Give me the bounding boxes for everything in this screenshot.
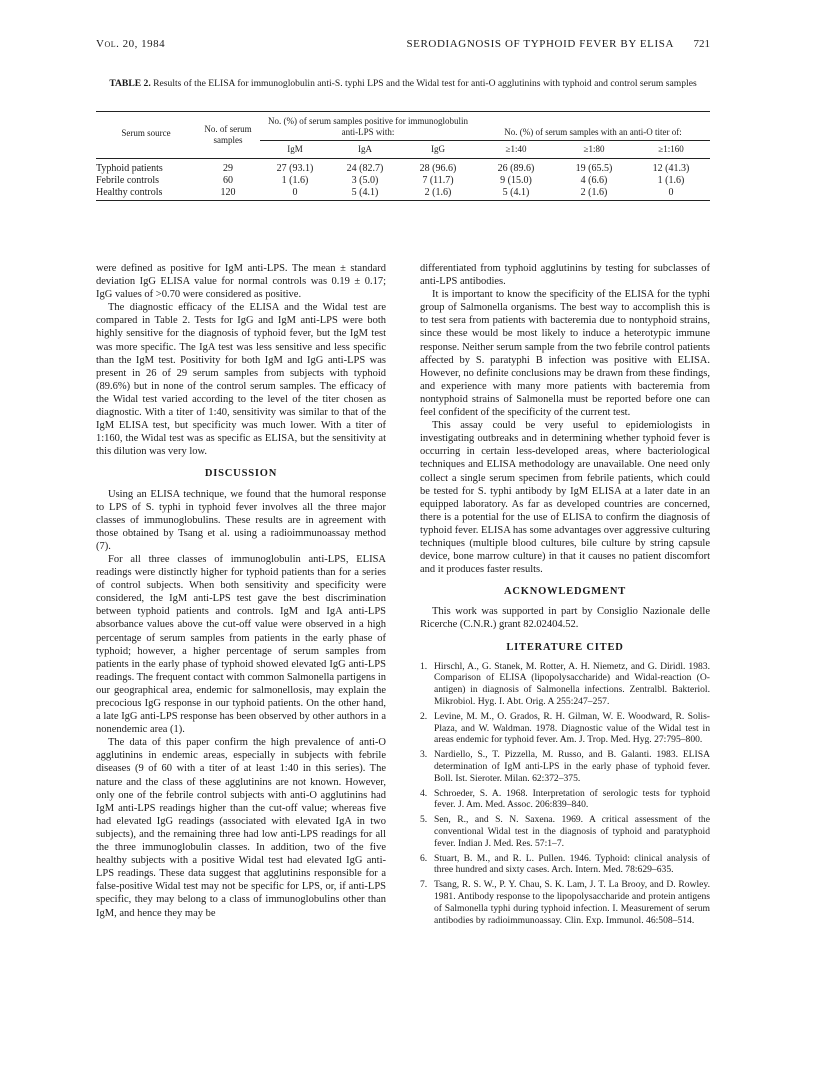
cell-iga: 24 (82.7) (346, 162, 384, 174)
reference-number: 3. (420, 749, 428, 761)
reference-item (420, 814, 710, 849)
results-table (96, 111, 710, 201)
cell-igg: 2 (1.6) (424, 186, 452, 198)
cell-titer-160: 1 (1.6) (657, 174, 685, 186)
paragraph: For all three classes of immunoglobulin anti-LPS, ELISA readings were distinctly higher for typhoid patients than for a series of control subjects. When both sensitivity and specificity were considered, the IgM anti-LPS test gave the best discrimination between typhoid patients and controls. IgM and IgA anti-LPS absorbance values above the cut-off value were observed in a high percentage of serum samples from patients in the early phase of typhoid; however, a higher percentage of serum samples from patients in the early phase of typhoid showed elevated IgG anti-LPS readings. The frequent contact with common Salmonella partigens in our geographical area, endemic for salmonellosis, may explain the precocious IgG response in our typhoid patients. On the other hand, a late IgG anti-LPS response has been observed by other authors in a nonendemic area (1). (96, 553, 386, 736)
paragraph: The diagnostic efficacy of the ELISA and the Widal test are compared in Table 2. Tests for IgG and IgM anti-LPS were both highly sensitive for the diagnosis of typhoid fever, but the IgM test was more specific. The IgA test was less sensitive and less specific than the IgM test. Positivity for both IgM and IgG anti-LPS was present in 26 of 29 serum samples from subjects with typhoid (89.6%) but in none of the control serum samples. The efficacy of the Widal test varied according to the level of the titer chosen as diagnostic. With a titer of 1:40, sensitivity was similar to that of the IgM ELISA test, but specificity was much lower. With a titer of 1:160, the Widal test was as specific as ELISA, but the sensitivity at this dilution was very low. (96, 302, 386, 458)
cell-titer-160: 12 (41.3) (652, 162, 690, 174)
paragraph: This assay could be very useful to epidemiologists in investigating outbreaks and in determining whether typhoid fever is occurring in certain less-developed areas, where bacteriological techniques and ELISA methodology are unavailable. One need only collect a single serum specimen from febrile patients, which could be tested for S. typhi antibody by IgM ELISA at a later date in an equipped laboratory. As far as developed countries are concerned, there is a potential for the use of ELISA to confirm the diagnosis of typhoid fever. ELISA has some advantages over aggressive culturing techniques (multiple blood cultures, bile culture by string capsule device, bone marrow culture) in that it causes no patient discomfort and it produces faster results. (420, 420, 710, 576)
reference-item (420, 853, 710, 877)
reference-text: Hirschl, A., G. Stanek, M. Rotter, A. H. Niemetz, and G. Diridl. 1983. Comparison of ELISA (lipopolysaccharide) and Widal-reaction (O-antigen) in diagnosis of Salmonella infections. Zentralbl. Bakteriol. Mikrobiol. Hyg. I. Abt. Orig. A 255:247–257. (434, 660, 710, 708)
header-titer-40: ≥1:40 (505, 144, 527, 154)
running-title: SERODIAGNOSIS OF TYPHOID FEVER BY ELISA (406, 38, 674, 50)
running-header (96, 38, 710, 54)
reference-number: 7. (420, 879, 428, 891)
paragraph: The data of this paper confirm the high prevalence of anti-O agglutinins in endemic areas, especially in subjects with febrile diseases (9 of 60 with a titer of at least 1:40 in this series). The nature and the class of these agglutinins are not known. However, only one of the febrile control subjects with anti-O agglutinins had IgM anti-LPS readings higher than the cut-off value; whereas five had elevated IgG readings (associated with elevated IgA in two subjects), and the remaining three had low anti-LPS readings for all the three immunoglobulin classes. In addition, two of the five healthy subjects with a positive Widal test had elevated IgG anti-LPS readings. These data suggest that agglutinins responsible for a false-positive Widal test may not be specific for LPS, or, if anti-LPS specific, they may belong to a class of immunoglobulins other than IgM, and hence they may be (96, 737, 386, 919)
cell-igg: 7 (11.7) (422, 174, 454, 186)
row-n: 120 (220, 186, 236, 198)
paragraph: It is important to know the specificity of the ELISA for the typhi group of Salmonella organisms. The best way to accomplish this is to test sera from patients with bacteremia due to nontyphoid strains, since these would be most likely to induce a heterotypic immune response. Neither serum sample from the two febrile control patients affected by S. paratyphi B infection was positive with ELISA. However, no definite conclusions may be drawn from these findings, and experience with many more patients with bacteremia from nontyphoid strains of Salmonella must be reported before one can feel confident of the specificity of the current test. (420, 289, 710, 419)
acknowledgment-heading: ACKNOWLEDGMENT (503, 586, 627, 598)
row-n: 60 (223, 174, 233, 186)
header-anti-lps-group: No. (%) of serum samples positive for immunoglobulin anti-LPS with: (260, 112, 476, 141)
paragraph: This work was supported in part by Consiglio Nazionale delle Ricerche (C.N.R.) grant 82.02404.52. (420, 606, 710, 631)
reference-item (420, 879, 710, 926)
reference-item (420, 661, 710, 708)
reference-text: Sen, R., and S. N. Saxena. 1969. A critical assessment of the conventional Widal test in the diagnosis of typhoid and paratyphoid fever. Indian J. Med. Res. 57:1–7. (434, 814, 710, 849)
discussion-heading: DISCUSSION (204, 468, 278, 480)
cell-igm: 1 (1.6) (281, 174, 309, 186)
paragraph: were defined as positive for IgM anti-LPS. The mean ± standard deviation IgG ELISA value for normal controls was 0.19 ± 0.17; IgG values of >0.70 were considered as positive. (96, 263, 386, 301)
reference-number: 5. (420, 814, 428, 826)
page-number: 721 (693, 38, 710, 50)
row-source: Typhoid patients (96, 162, 163, 174)
reference-text: Schroeder, S. A. 1968. Interpretation of serologic tests for typhoid fever. J. Am. Med. Assoc. 206:839–840. (434, 787, 710, 811)
table-row (96, 159, 710, 175)
cell-iga: 5 (4.1) (351, 186, 379, 198)
reference-list (420, 661, 710, 927)
reference-number: 2. (420, 710, 428, 722)
cell-igg: 28 (96.6) (419, 162, 457, 174)
right-column (420, 262, 710, 929)
cell-titer-40: 26 (89.6) (497, 162, 535, 174)
header-titer-160: ≥1:160 (658, 144, 684, 154)
reference-text: Nardiello, S., T. Pizzella, M. Russo, and B. Galanti. 1983. ELISA determination of IgM anti-LPS in the early phase of typhoid fever. Boll. Ist. Sieroter. Milan. 62:372–375. (434, 749, 710, 784)
cell-titer-40: 5 (4.1) (502, 186, 530, 198)
row-source: Healthy controls (96, 186, 163, 198)
cell-titer-80: 4 (6.6) (580, 174, 608, 186)
reference-text: Stuart, B. M., and R. L. Pullen. 1946. Typhoid: clinical analysis of three hundred and sixty cases. Arch. Intern. Med. 78:629–635. (434, 852, 710, 876)
cell-igm: 0 (292, 186, 298, 198)
row-n: 29 (223, 162, 233, 174)
left-column (96, 262, 386, 920)
reference-item (420, 749, 710, 784)
reference-text: Levine, M. M., O. Grados, R. H. Gilman, W. E. Woodward, R. Solis-Plaza, and W. Waldman. 1978. Diagnostic value of the Widal test in areas endemic for typhoid fever. Am. J. Trop. Med. Hyg. 27:795–800. (434, 710, 710, 746)
cell-titer-160: 0 (668, 186, 674, 198)
paragraph: differentiated from typhoid agglutinins by testing for subclasses of anti-LPS antibodies. (420, 263, 710, 288)
cell-titer-80: 19 (65.5) (575, 162, 613, 174)
cell-titer-80: 2 (1.6) (580, 186, 608, 198)
table-row (96, 174, 710, 186)
reference-item (420, 711, 710, 746)
reference-number: 4. (420, 787, 428, 799)
header-anti-o-group: No. (%) of serum samples with an anti-O titer of: (476, 112, 710, 141)
header-serum-source: Serum source (121, 127, 171, 138)
cell-igm: 27 (93.1) (276, 162, 314, 174)
cell-iga: 3 (5.0) (351, 174, 379, 186)
cell-titer-40: 9 (15.0) (500, 174, 532, 186)
paragraph: Using an ELISA technique, we found that the humoral response to LPS of S. typhi in typhoid fever involves all the three major classes of immunoglobulins. These results are in agreement with those obtained by Tsang et al. using a radioimmunoassay method (7). (96, 488, 386, 552)
reference-number: 6. (420, 852, 428, 864)
literature-heading: LITERATURE CITED (506, 641, 624, 653)
row-source: Febrile controls (96, 174, 160, 186)
reference-item (420, 788, 710, 812)
header-igm: IgM (287, 144, 303, 154)
reference-text: Tsang, R. S. W., P. Y. Chau, S. K. Lam, J. T. La Brooy, and D. Rowley. 1981. Antibody response to the lipopolysaccharide and protein antigens of Salmonella typhi during typhoid infection. I. Measurement of serum antibodies by radioimmunoassay. Clin. Exp. Immunol. 46:508–514. (434, 879, 710, 926)
table-label: TABLE 2. (109, 78, 151, 89)
header-titer-80: ≥1:80 (583, 144, 605, 154)
volume-label: Vol. 20, 1984 (96, 38, 166, 50)
header-igg: IgG (431, 144, 445, 154)
reference-number: 1. (420, 660, 428, 672)
table-row (96, 186, 710, 201)
header-sample-count: No. of serum samples (204, 124, 252, 145)
table-caption (96, 78, 710, 90)
header-iga: IgA (358, 144, 372, 154)
table-caption-text: Results of the ELISA for immunoglobulin anti-S. typhi LPS and the Widal test for anti-O agglutinins with typhoid and control serum samples (153, 78, 697, 89)
